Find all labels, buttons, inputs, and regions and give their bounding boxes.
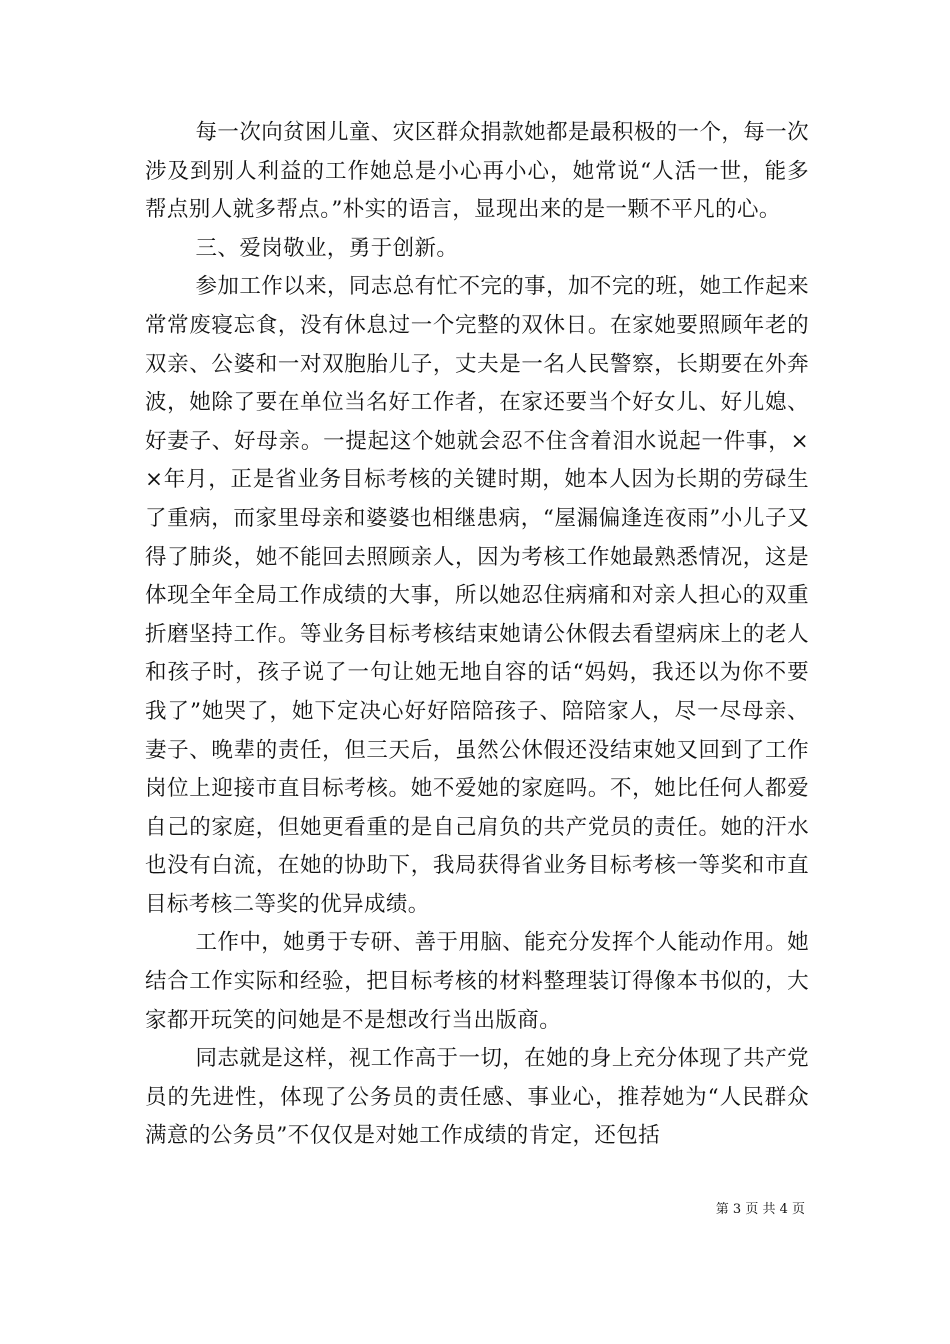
page-number-footer: 第 3 页 共 4 页 (715, 1202, 805, 1217)
section-heading-3: 三、爱岗敬业，勇于创新。 (195, 235, 459, 261)
paragraph-donation: 每一次向贫困儿童、灾区群众捐款她都是最积极的一个，每一次涉及到别人利益的工作她总是小心再小心，她常说“人活一世，能多帮点别人就多帮点。”朴实的语言，显现出来的是一颗不平凡的心。 (145, 120, 809, 223)
paragraph-summary: 同志就是这样，视工作高于一切，在她的身上充分体现了共产党员的先进性，体现了公务员的责任感、事业心，推荐她为“人民群众满意的公务员”不仅仅是对她工作成绩的肯定，还包括 (145, 1046, 809, 1149)
paragraph-dedication: 参加工作以来，同志总有忙不完的事，加不完的班，她工作起来常常废寝忘食，没有休息过一个完整的双休日。在家她要照顾年老的双亲、公婆和一对双胞胎儿子，丈夫是一名人民警察，长期要在外奔波，她除了要在单位当名好工作者，在家还要当个好女儿、好儿媳、好妻子、好母亲。一提起这个她就会忍不住含着泪水说起一件事，××年月，正是省业务目标考核的关键时期，她本人因为长期的劳碌生了重病，而家里母亲和婆婆也相继患病，“屋漏偏逢连夜雨”小儿子又得了肺炎，她不能回去照顾亲人，因为考核工作她最熟悉情况，这是体现全年全局工作成绩的大事，所以她忍住病痛和对亲人担心的双重折磨坚持工作。等业务目标考核结束她请公休假去看望病床上的老人和孩子时，孩子说了一句让她无地自容的话“妈妈，我还以为你不要我了”她哭了，她下定决心好好陪陪孩子、陪陪家人，尽一尽母亲、妻子、晚辈的责任，但三天后，虽然公休假还没结束她又回到了工作岗位上迎接市直目标考核。她不爱她的家庭吗。不，她比任何人都爱自己的家庭，但她更看重的是自己肩负的共产党员的责任。她的汗水也没有白流，在她的协助下，我局获得省业务目标考核一等奖和市直目标考核二等奖的优异成绩。 (145, 274, 809, 917)
paragraph-innovation: 工作中，她勇于专研、善于用脑、能充分发挥个人能动作用。她结合工作实际和经验，把目标考核的材料整理装订得像本书似的，大家都开玩笑的问她是不是想改行当出版商。 (145, 930, 809, 1033)
document-body (145, 114, 809, 1156)
